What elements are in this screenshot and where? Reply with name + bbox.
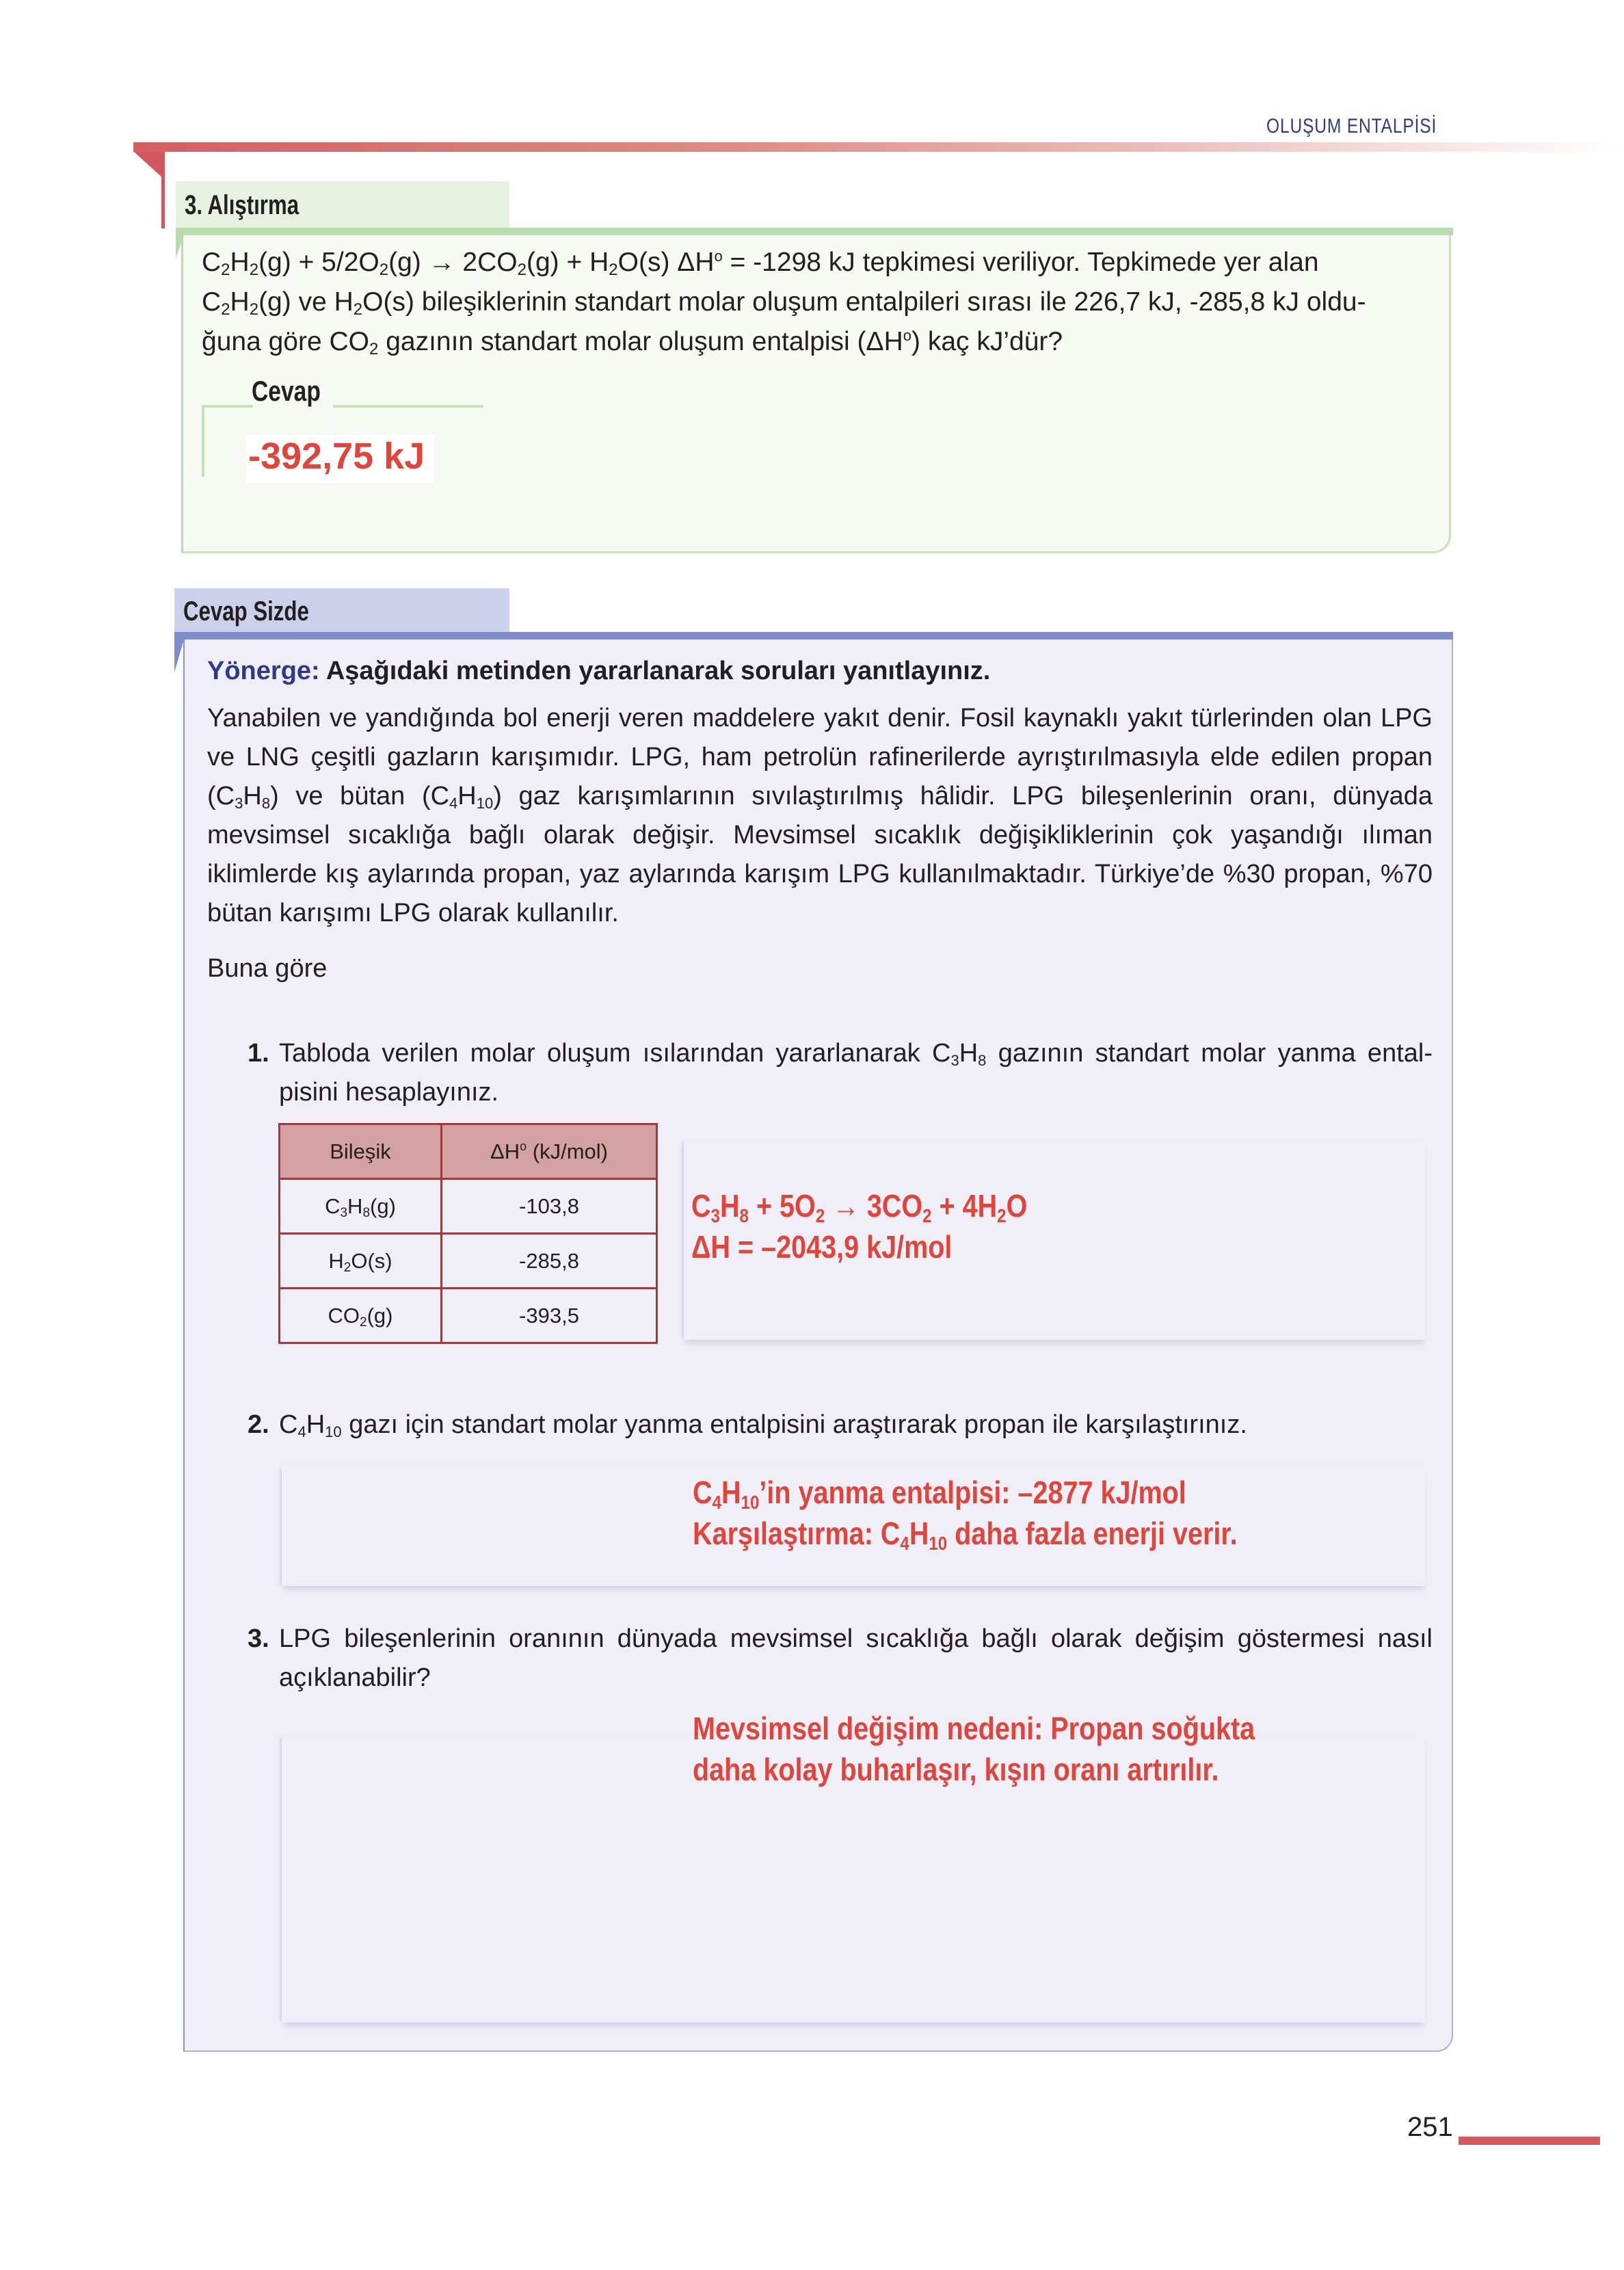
question-number: 1. — [248, 1039, 269, 1068]
header-stem — [161, 152, 165, 228]
value-cell: -103,8 — [442, 1179, 657, 1234]
answer-value: -392,75 kJ — [248, 436, 425, 477]
answer-1-enthalpy: ΔH = –2043,9 kJ/mol — [691, 1229, 953, 1265]
answer-frame-line — [333, 405, 483, 408]
answer-1-equation: $C_3H_8 + 5O_2 \to 3CO_2 + 4H_2O$ — [691, 1188, 1028, 1226]
compound-cell: $CO_2(g)$ — [280, 1289, 442, 1343]
compound-cell: $C_3H_8(g)$ — [280, 1179, 442, 1234]
page-number-bar — [1459, 2137, 1600, 2145]
answer-2-line-2: Karşılaştırma: $C_4H_{10}$ daha fazla enerji verir. — [693, 1516, 1238, 1554]
table-row — [280, 1289, 657, 1343]
page-number: 251 — [1407, 2112, 1453, 2142]
header-wedge — [134, 152, 164, 179]
directive-text: Aşağıdaki metinden yararlanarak soruları yanıtlayınız. — [319, 657, 991, 685]
table-header-row — [280, 1124, 657, 1179]
question-2: 2. $C_4H_{10}$ gazı için standart molar yanma entalpisini araştırarak propan ile karşılaştırınız. — [279, 1405, 1433, 1444]
answer-2-text — [693, 1472, 1238, 1554]
buna-gore-text: Buna göre — [207, 954, 328, 983]
header-gradient-bar — [133, 142, 1624, 152]
question-1: 1. Tabloda verilen molar oluşum ısılarından yararlanarak $C_3H_8$ gazının standart molar yanma ental-pisini hesaplayınız. — [279, 1034, 1433, 1112]
question-number: 2. — [248, 1410, 269, 1439]
answer-3-line-2: daha kolay buharlaşır, kışın oranı artırılır. — [693, 1752, 1219, 1787]
question-line-2: $C_2H_2(g)$ ve $H_2O(s)$ bileşiklerinin standart molar oluşum entalpileri sırası ile 226,7 kJ, -285,8 kJ oldu- — [202, 287, 1366, 319]
enthalpy-table — [278, 1123, 658, 1344]
answer-frame-line — [202, 405, 204, 477]
compound-cell: $H_2O(s)$ — [280, 1234, 442, 1289]
exercise-title: 3. Alıştırma — [185, 190, 299, 220]
column-header-enthalpy: $\Delta H^o$ (kJ/mol) — [442, 1124, 657, 1179]
question-3: 3. LPG bileşenlerinin oranının dünyada mevsimsel sıcaklığa bağlı olarak değişim göstermesi nasıl açıklanabilir? — [279, 1620, 1433, 1698]
question-line-3: ğuna göre $CO_2$ gazının standart molar oluşum entalpisi $(\Delta H^o)$ kaç kJ’dür? — [202, 327, 1063, 358]
exercise-question — [202, 243, 1429, 362]
table-row — [280, 1179, 657, 1234]
reading-paragraph: Yanabilen ve yandığında bol enerji veren maddelere yakıt denir. Fosil kaynaklı yakıt türlerinden olan LPG ve LNG çeşitli gazların karışımıdır. LPG, ham petrolün rafinerilerde ayrıştırılmasıyla elde edilen propan $(C_3H_8)$ ve bütan $(C_4H_{10})$ gaz karışımlarının sıvılaştırılmış hâlidir. LPG bileşenlerinin oranı, dünyada mevsimsel sıcaklığa bağlı olarak değişir. Mevsimsel sıcaklık değişikliklerinin çok yaşandığı ılıman iklimlerde kış aylarında propan, yaz aylarında karışım LPG kullanılmaktadır. Türkiye’de %30 propan, %70 bütan karışımı LPG olarak kullanılır. — [207, 704, 1433, 927]
answer-2-line-1: $C_4H_{10}’in$ yanma entalpisi: –2877 kJ/mol — [693, 1475, 1186, 1513]
answer-3-line-1: Mevsimsel değişim nedeni: Propan soğukta — [693, 1711, 1255, 1746]
value-cell: -393,5 — [442, 1289, 657, 1343]
activity-wedge — [174, 639, 184, 672]
answer-frame-line — [202, 405, 253, 408]
answer-label: Cevap — [252, 375, 321, 407]
exercise-wedge — [176, 235, 184, 259]
activity-title: Cevap Sizde — [183, 596, 309, 626]
table-row — [280, 1234, 657, 1289]
answer-1-text — [691, 1185, 1027, 1267]
directive — [207, 657, 990, 686]
activity-divider — [174, 632, 1453, 639]
value-cell: -285,8 — [442, 1234, 657, 1289]
question-number: 3. — [248, 1624, 269, 1653]
question-line-1: $C_2H_2(g) + 5/2O_2(g) \to 2CO_2(g) + H_2O(s) \Delta H^o = -1298$ kJ tepkimesi veriliyor. Tepkimede yer alan — [202, 248, 1319, 279]
directive-label: Yönerge: — [207, 657, 320, 685]
section-title: OLUŞUM ENTALPİSİ — [1266, 115, 1437, 137]
column-header-compound: Bileşik — [280, 1124, 442, 1179]
exercise-divider — [176, 228, 1453, 235]
answer-3-text — [693, 1708, 1255, 1790]
